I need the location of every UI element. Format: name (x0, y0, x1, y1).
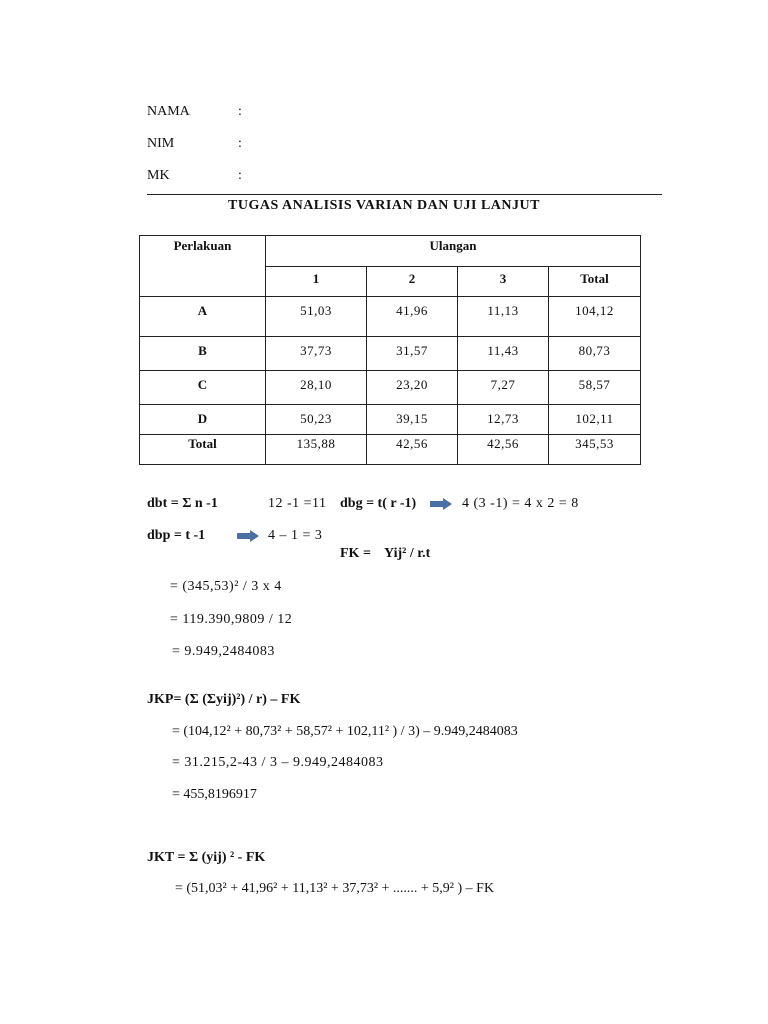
table-cell: 41,96 (367, 297, 458, 337)
table-cell: 42,56 (458, 435, 549, 465)
subheader-3: 3 (458, 267, 549, 297)
table-cell: 345,53 (549, 435, 641, 465)
table-cell: 102,11 (549, 405, 641, 435)
table-cell: 51,03 (266, 297, 367, 337)
table-cell: 23,20 (367, 371, 458, 405)
table-cell: 50,23 (266, 405, 367, 435)
table-cell: 58,57 (549, 371, 641, 405)
dbg-label: dbg = t( r -1) (340, 496, 417, 511)
fk-step-2: = 119.390,9809 / 12 (170, 612, 293, 627)
table-cell: 42,56 (367, 435, 458, 465)
nama-colon: : (238, 104, 242, 119)
nim-label: NIM (147, 136, 175, 151)
table-cell: 80,73 (549, 337, 641, 371)
table-cell: 135,88 (266, 435, 367, 465)
table-cell: 31,57 (367, 337, 458, 371)
table-row (140, 337, 641, 371)
subheader-2: 2 (367, 267, 458, 297)
table-row (140, 435, 641, 465)
subheader-1: 1 (266, 267, 367, 297)
dbp-value: 4 – 1 = 3 (268, 528, 323, 543)
row-label: A (140, 297, 266, 337)
table-cell: 28,10 (266, 371, 367, 405)
fk-step-1: = (345,53)² / 3 x 4 (170, 579, 282, 594)
nama-label: NAMA (147, 104, 190, 119)
jkp-step-2: = 31.215,2-43 / 3 – 9.949,2484083 (172, 755, 384, 770)
anova-data-table (139, 235, 641, 465)
dbg-value: 4 (3 -1) = 4 x 2 = 8 (462, 496, 579, 511)
nim-colon: : (238, 136, 242, 151)
table-cell: 7,27 (458, 371, 549, 405)
row-label: D (140, 405, 266, 435)
mk-colon: : (238, 168, 242, 183)
table-cell: 12,73 (458, 405, 549, 435)
table-cell: 11,13 (458, 297, 549, 337)
header-divider (147, 194, 662, 195)
arrow-right-icon (430, 498, 452, 510)
header-ulangan: Ulangan (266, 236, 641, 267)
row-label: B (140, 337, 266, 371)
table-cell: 11,43 (458, 337, 549, 371)
row-label: C (140, 371, 266, 405)
dbt-value: 12 -1 =11 (268, 496, 327, 511)
jkp-step-3: = 455,8196917 (172, 787, 257, 802)
arrow-right-icon (237, 530, 259, 542)
fk-step-3: = 9.949,2484083 (172, 644, 275, 659)
table-cell: 37,73 (266, 337, 367, 371)
jkp-step-1: = (104,12² + 80,73² + 58,57² + 102,11² ) / 3) – 9.949,2484083 (172, 724, 518, 739)
dbt-label: dbt = Σ n -1 (147, 496, 218, 511)
row-label: Total (140, 435, 266, 465)
table-row (140, 297, 641, 337)
mk-label: MK (147, 168, 170, 183)
jkp-label: JKP= (Σ (Σyij)²) / r) – FK (147, 692, 301, 707)
jkt-step-1: = (51,03² + 41,96² + 11,13² + 37,73² + ....... + 5,9² ) – FK (175, 881, 495, 896)
table-row (140, 405, 641, 435)
table-row (140, 371, 641, 405)
fk-label: FK = (340, 546, 371, 561)
subheader-total: Total (549, 267, 641, 297)
table-cell: 104,12 (549, 297, 641, 337)
dbp-label: dbp = t -1 (147, 528, 206, 543)
fk-formula: Yij² / r.t (384, 546, 431, 561)
table-cell: 39,15 (367, 405, 458, 435)
document-title: TUGAS ANALISIS VARIAN DAN UJI LANJUT (228, 198, 540, 213)
header-perlakuan: Perlakuan (140, 236, 266, 297)
jkt-label: JKT = Σ (yij) ² - FK (147, 850, 266, 865)
